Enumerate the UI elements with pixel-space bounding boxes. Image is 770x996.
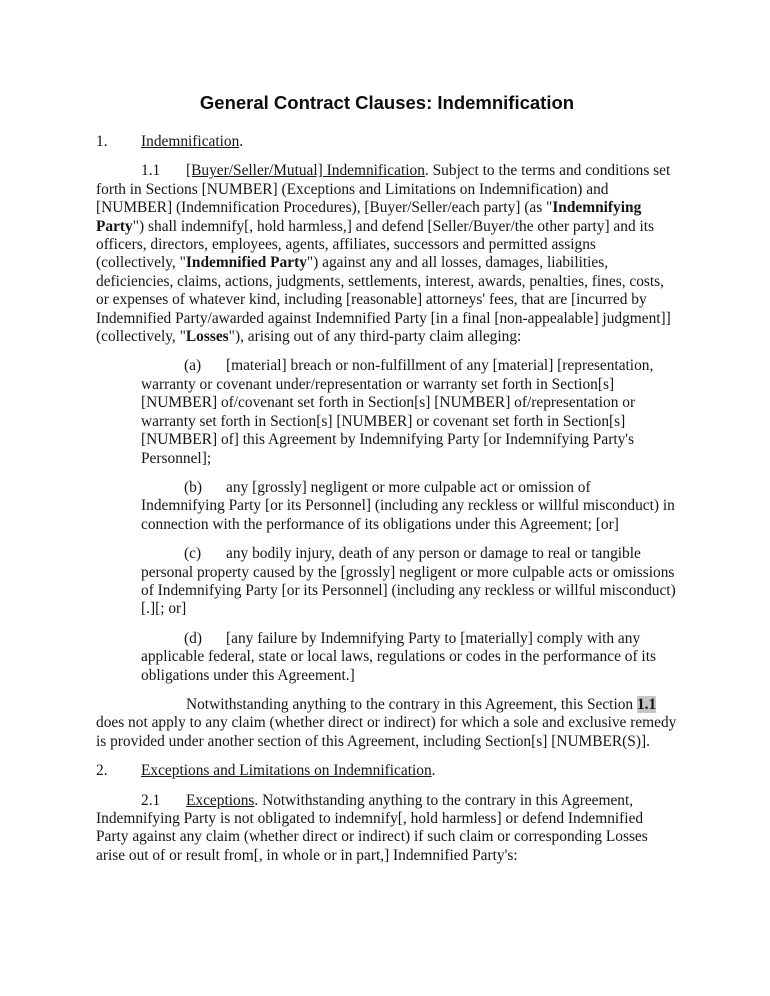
- paragraph-number: 1.1: [141, 162, 161, 180]
- text-run: Indemnification: [141, 133, 240, 150]
- paragraph-number: 2.: [96, 762, 108, 780]
- paragraph-number: (a): [184, 357, 202, 375]
- paragraph-number: (d): [184, 629, 202, 647]
- text-run: Exceptions and Limitations on Indemnification: [141, 762, 432, 780]
- text-run: [any failure by Indemnifying Party to [materially] comply with any applicable federal, state or local laws, regulations or codes in the performance of its obligations under this Agreement.]: [141, 629, 656, 684]
- text-run: any bodily injury, death of any person or damage to real or tangible personal property caused by the [grossly] negligent or more culpable acts or omissions of Indemnifying Party [or its Personnel] (including any reckless or willful misconduct)[.][; or]: [141, 545, 676, 618]
- text-run: Indemnifying Party: [96, 199, 642, 235]
- paragraph: [141, 545, 678, 619]
- text-run: Losses: [185, 328, 229, 346]
- document-paragraphs: [96, 133, 678, 865]
- text-run: [material] breach or non-fulfillment of any [material] [representation, warranty or covenant under/representation or warranty set forth in Section[s] [NUMBER] of/covenant set forth in Section[s] [NUMBER] of/representation or warranty set forth in Section[s] [NUMBER] or covenant set forth in Section[s] [NUMBER] of] this Agreement by Indemnifying Party [or Indemnifying Party's Personnel];: [141, 357, 654, 467]
- text-run: . Subject to the terms and conditions set forth in Sections [NUMBER] (Exceptions and Limitations on Indemnification) and [NUMBER] (Indemnification Procedures), [Buyer/Seller/each party] (as ": [96, 162, 671, 217]
- paragraph-number: (b): [184, 478, 202, 496]
- text-run: Notwithstanding anything to the contrary in this Agreement, this Section: [186, 695, 637, 713]
- text-run: ") shall indemnify[, hold harmless,] and defend [Seller/Buyer/the other party] and its officers, directors, employees, agents, affiliates, successors and permitted assigns (collectively, ": [96, 217, 655, 272]
- paragraph: [96, 792, 678, 866]
- paragraph: [141, 357, 678, 467]
- paragraph: [141, 630, 678, 685]
- paragraph-number: 1.: [96, 133, 108, 150]
- paragraph: [96, 762, 678, 780]
- text-run: does not apply to any claim (whether direct or indirect) for which a sole and exclusive remedy is provided under another section of this Agreement, including Section[s] [NUMBER(S)].: [96, 714, 677, 750]
- paragraph-number: 2.1: [141, 791, 161, 809]
- paragraph: [96, 696, 678, 751]
- document-title: General Contract Clauses: Indemnification: [199, 92, 575, 113]
- text-run: any [grossly] negligent or more culpable act or omission of Indemnifying Party [or its Personnel] (including any reckless or willful misconduct) in connection with the performance of its obligations under this Agreement; [or]: [141, 478, 675, 533]
- paragraph-number: (c): [184, 545, 202, 563]
- text-run: .: [431, 762, 436, 780]
- paragraph: [96, 133, 678, 151]
- paragraph: [96, 162, 678, 346]
- text-run: [Buyer/Seller/Mutual] Indemnification: [186, 162, 425, 180]
- text-run: . Notwithstanding anything to the contrary in this Agreement, Indemnifying Party is not obligated to indemnify[, hold harmless] or defend Indemnified Party against any claim (whether direct or indirect) if such claim or corresponding Losses arise out of or result from[, in whole or in part,] Indemnified Party's:: [96, 791, 648, 864]
- paragraph: [141, 479, 678, 534]
- text-run: .: [239, 133, 244, 150]
- text-run: "), arising out of any third-party claim alleging:: [228, 328, 522, 346]
- text-run: Exceptions: [186, 791, 255, 809]
- text-run: Indemnified Party: [185, 254, 307, 272]
- text-run: ") against any and all losses, damages, liabilities, deficiencies, claims, actions, judgments, settlements, interest, awards, penalties, fines, costs, or expenses of whatever kind, including [reasonable] attorneys' fees, that are [incurred by Indemnified Party/awarded against Indemnified Party [in a final [non-appealable] judgment]] (collectively, ": [96, 254, 671, 346]
- section-ref-highlight: 1.1: [636, 695, 657, 713]
